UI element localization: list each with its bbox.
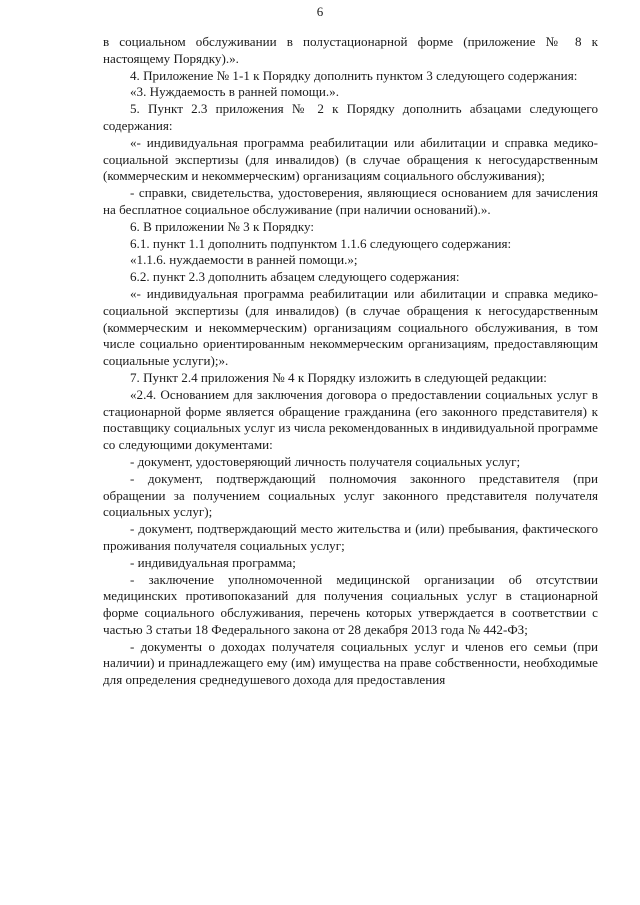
paragraph-item-6-2: 6.2. пункт 2.3 дополнить абзацем следующего содержания: <box>130 269 460 285</box>
paragraph-continuation: в социальном обслуживании в полустационарной форме (приложение № 8 к настоящему Порядку).». <box>103 34 598 66</box>
paragraph-item-5-bullet-1: «- индивидуальная программа реабилитации или абилитации и справка медико-социальной экспертизы (для инвалидов) (в случае обращения к негосударственным (коммерческим и некоммерческим) организациям социального обслуживания); <box>103 134 598 184</box>
paragraph-item-4: 4. Приложение № 1-1 к Порядку дополнить пунктом 3 следующего содержания: <box>130 67 578 83</box>
paragraph-item-7: 7. Пункт 2.4 приложения № 4 к Порядку изложить в следующей редакции: <box>130 369 547 385</box>
paragraph-item-6-1-text: «1.1.6. нуждаемости в ранней помощи.»; <box>130 252 358 268</box>
paragraph-item-5: 5. Пункт 2.3 приложения № 2 к Порядку дополнить абзацами следующего содержания: <box>103 101 598 133</box>
document-body <box>103 34 598 689</box>
paragraph-doc-medical: - заключение уполномоченной медицинской организации об отсутствии медицинских противопоказаний для получения социальных услуг в стационарной форме социального обслуживания, перечень которых утверждается в соответствии с частью 3 статьи 18 Федерального закона от 28 декабря 2013 года № 442-ФЗ; <box>103 571 598 637</box>
paragraph-item-7-2-4: «2.4. Основанием для заключения договора о предоставлении социальных услуг в стационарной форме является обращение гражданина (его законного представителя) к поставщику социальных услуг из числа рекомендованных в индивидуальной программе со следующими документами: <box>103 386 598 453</box>
page-number: 6 <box>316 4 324 19</box>
paragraph-doc-identity: - документ, удостоверяющий личность получателя социальных услуг; <box>130 453 521 469</box>
paragraph-item-5-bullet-2: - справки, свидетельства, удостоверения, являющиеся основанием для зачисления на бесплатное социальное обслуживание (при наличии оснований).». <box>103 185 598 217</box>
paragraph-item-6-1: 6.1. пункт 1.1 дополнить подпунктом 1.1.6 следующего содержания: <box>130 235 512 251</box>
paragraph-doc-representative: - документ, подтверждающий полномочия законного представителя (при обращении за получением социальных услуг законного представителя получателя социальных услуг); <box>103 470 598 520</box>
paragraph-doc-residence: - документ, подтверждающий место жительства и (или) пребывания, фактического проживания получателя социальных услуг; <box>103 521 598 553</box>
paragraph-doc-income: - документы о доходах получателя социальных услуг и членов его семьи (при наличии) и принадлежащего ему (им) имущества на праве собственности, необходимые для определения среднедушевого дохода для предоставления <box>103 638 598 688</box>
paragraph-item-6: 6. В приложении № 3 к Порядку: <box>130 218 315 234</box>
paragraph-doc-program: - индивидуальная программа; <box>130 554 296 570</box>
paragraph-item-4-text: «3. Нуждаемость в ранней помощи.». <box>130 84 339 100</box>
paragraph-item-6-2-bullet: «- индивидуальная программа реабилитации или абилитации и справка медико-социальной экспертизы (для инвалидов) (в случае обращения к негосударственным (коммерческим и некоммерческим) организациям социального обслуживания, в том числе социально ориентированным некоммерческим организациям, предоставляющим социальные услуги);». <box>103 285 598 369</box>
